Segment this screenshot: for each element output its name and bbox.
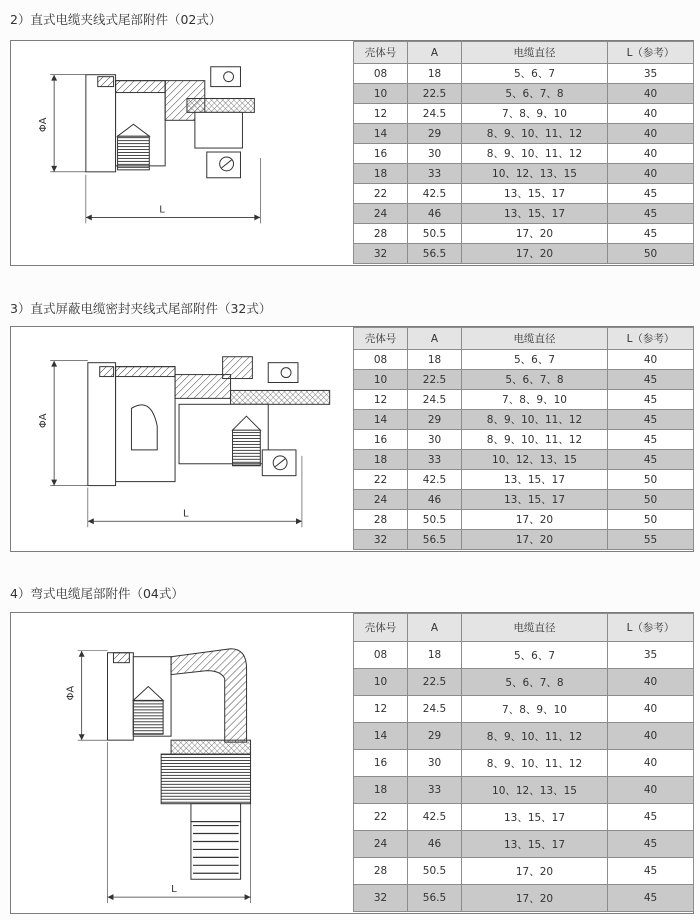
cell-cable: 5、6、7 — [462, 350, 608, 370]
l-label: L — [159, 204, 165, 216]
cell-l: 45 — [608, 184, 694, 204]
cell-l: 50 — [608, 470, 694, 490]
cell-cable: 17、20 — [462, 510, 608, 530]
column-header-a: A — [408, 614, 462, 642]
table-row — [354, 642, 694, 669]
spec-panel — [10, 612, 694, 914]
l-label: L — [182, 508, 189, 520]
cell-a: 50.5 — [408, 858, 462, 885]
cell-shell: 22 — [354, 470, 408, 490]
cell-cable: 8、9、10、11、12 — [462, 410, 608, 430]
cell-cable: 17、20 — [462, 224, 608, 244]
cell-cable: 13、15、17 — [462, 204, 608, 224]
table-row — [354, 244, 694, 264]
cell-cable: 5、6、7 — [462, 642, 608, 669]
cell-cable: 7、8、9、10 — [462, 104, 608, 124]
table-row — [354, 84, 694, 104]
cell-a: 42.5 — [408, 184, 462, 204]
cell-l: 45 — [608, 224, 694, 244]
table-row — [354, 530, 694, 550]
cell-shell: 18 — [354, 777, 408, 804]
cell-cable: 8、9、10、11、12 — [462, 723, 608, 750]
cell-shell: 12 — [354, 104, 408, 124]
column-header-l: L（参考） — [608, 42, 694, 64]
cell-l: 40 — [608, 350, 694, 370]
cell-shell: 18 — [354, 450, 408, 470]
cell-cable: 17、20 — [462, 244, 608, 264]
table-header-row — [354, 42, 694, 64]
cell-l: 40 — [608, 696, 694, 723]
cell-cable: 10、12、13、15 — [462, 164, 608, 184]
cell-l: 40 — [608, 104, 694, 124]
cell-shell: 16 — [354, 430, 408, 450]
table-row — [354, 224, 694, 244]
section-title: 2）直式电缆夹线式尾部附件（02式） — [10, 12, 222, 27]
cell-a: 22.5 — [408, 84, 462, 104]
cell-cable: 5、6、7 — [462, 64, 608, 84]
cell-shell: 18 — [354, 164, 408, 184]
table-row — [354, 64, 694, 84]
table-row — [354, 410, 694, 430]
connector-drawing — [11, 327, 353, 551]
cell-a: 22.5 — [408, 370, 462, 390]
cell-a: 56.5 — [408, 885, 462, 912]
cell-cable: 13、15、17 — [462, 831, 608, 858]
column-header-l: L（参考） — [608, 614, 694, 642]
cell-cable: 13、15、17 — [462, 490, 608, 510]
cell-a: 46 — [408, 204, 462, 224]
column-header-shell: 壳体号 — [354, 328, 408, 350]
cell-a: 30 — [408, 144, 462, 164]
cell-a: 24.5 — [408, 390, 462, 410]
section-title: 3）直式屏蔽电缆密封夹线式尾部附件（32式） — [10, 301, 272, 316]
cell-l: 40 — [608, 84, 694, 104]
cell-a: 33 — [408, 450, 462, 470]
table-row — [354, 510, 694, 530]
table-row — [354, 124, 694, 144]
cell-shell: 12 — [354, 390, 408, 410]
column-header-cable: 电缆直径 — [462, 42, 608, 64]
cell-cable: 5、6、7、8 — [462, 370, 608, 390]
cell-shell: 28 — [354, 858, 408, 885]
cell-a: 18 — [408, 642, 462, 669]
cell-l: 40 — [608, 777, 694, 804]
column-header-shell: 壳体号 — [354, 42, 408, 64]
cell-shell: 10 — [354, 669, 408, 696]
phi-a-label: ΦA — [65, 685, 77, 701]
cell-a: 22.5 — [408, 669, 462, 696]
cell-cable: 13、15、17 — [462, 184, 608, 204]
table-row — [354, 350, 694, 370]
cell-a: 24.5 — [408, 104, 462, 124]
cell-l: 40 — [608, 723, 694, 750]
cell-shell: 32 — [354, 885, 408, 912]
cell-l: 35 — [608, 642, 694, 669]
cell-cable: 5、6、7、8 — [462, 669, 608, 696]
cell-l: 45 — [608, 858, 694, 885]
cell-cable: 8、9、10、11、12 — [462, 124, 608, 144]
cell-shell: 32 — [354, 530, 408, 550]
cell-l: 40 — [608, 669, 694, 696]
cell-cable: 7、8、9、10 — [462, 390, 608, 410]
cell-a: 30 — [408, 430, 462, 450]
table-row — [354, 450, 694, 470]
cell-l: 40 — [608, 124, 694, 144]
cell-a: 33 — [408, 164, 462, 184]
table-row — [354, 184, 694, 204]
cell-l: 50 — [608, 490, 694, 510]
table-row — [354, 696, 694, 723]
spec-table — [353, 613, 694, 912]
cell-l: 55 — [608, 530, 694, 550]
cell-shell: 10 — [354, 370, 408, 390]
cell-cable: 13、15、17 — [462, 804, 608, 831]
cell-a: 24.5 — [408, 696, 462, 723]
cell-cable: 8、9、10、11、12 — [462, 430, 608, 450]
table-row — [354, 858, 694, 885]
cell-a: 29 — [408, 410, 462, 430]
table-row — [354, 470, 694, 490]
column-header-shell: 壳体号 — [354, 614, 408, 642]
cell-a: 33 — [408, 777, 462, 804]
cell-shell: 32 — [354, 244, 408, 264]
table-row — [354, 723, 694, 750]
cell-shell: 10 — [354, 84, 408, 104]
table-row — [354, 885, 694, 912]
table-row — [354, 430, 694, 450]
cell-shell: 14 — [354, 124, 408, 144]
table-header-row — [354, 328, 694, 350]
cell-a: 42.5 — [408, 470, 462, 490]
cell-l: 45 — [608, 831, 694, 858]
cell-l: 45 — [608, 204, 694, 224]
cell-l: 45 — [608, 390, 694, 410]
cell-l: 45 — [608, 410, 694, 430]
cell-shell: 24 — [354, 490, 408, 510]
table-row — [354, 144, 694, 164]
cell-l: 45 — [608, 370, 694, 390]
table-row — [354, 164, 694, 184]
table-row — [354, 104, 694, 124]
table-row — [354, 669, 694, 696]
cell-a: 50.5 — [408, 224, 462, 244]
cell-a: 30 — [408, 750, 462, 777]
table-header-row — [354, 614, 694, 642]
cell-a: 29 — [408, 124, 462, 144]
cell-cable: 17、20 — [462, 858, 608, 885]
spec-panel — [10, 326, 694, 552]
phi-a-label: ΦA — [38, 117, 50, 133]
connector-drawing — [11, 613, 353, 913]
table-row — [354, 390, 694, 410]
cell-shell: 08 — [354, 642, 408, 669]
cell-l: 40 — [608, 164, 694, 184]
cell-cable: 5、6、7、8 — [462, 84, 608, 104]
table-row — [354, 777, 694, 804]
cell-shell: 12 — [354, 696, 408, 723]
cell-cable: 8、9、10、11、12 — [462, 144, 608, 164]
cell-shell: 28 — [354, 224, 408, 244]
table-row — [354, 370, 694, 390]
cell-shell: 22 — [354, 804, 408, 831]
phi-a-label: ΦA — [38, 413, 50, 429]
cell-l: 40 — [608, 750, 694, 777]
table-row — [354, 204, 694, 224]
column-header-a: A — [408, 328, 462, 350]
table-row — [354, 831, 694, 858]
table-row — [354, 490, 694, 510]
cell-l: 35 — [608, 64, 694, 84]
table-row — [354, 750, 694, 777]
section-title: 4）弯式电缆尾部附件（04式） — [10, 586, 184, 601]
cell-a: 29 — [408, 723, 462, 750]
spec-table — [353, 41, 694, 264]
cell-l: 45 — [608, 450, 694, 470]
cell-cable: 8、9、10、11、12 — [462, 750, 608, 777]
cell-l: 45 — [608, 885, 694, 912]
cell-l: 50 — [608, 244, 694, 264]
connector-drawing — [11, 41, 353, 265]
cell-shell: 16 — [354, 750, 408, 777]
table-row — [354, 804, 694, 831]
cell-shell: 08 — [354, 350, 408, 370]
l-label: L — [171, 884, 177, 896]
cell-a: 56.5 — [408, 530, 462, 550]
cell-shell: 24 — [354, 204, 408, 224]
spec-table — [353, 327, 694, 550]
cell-l: 50 — [608, 510, 694, 530]
cell-shell: 14 — [354, 723, 408, 750]
cell-cable: 17、20 — [462, 530, 608, 550]
column-header-cable: 电缆直径 — [462, 614, 608, 642]
cell-a: 50.5 — [408, 510, 462, 530]
cell-a: 18 — [408, 350, 462, 370]
cell-l: 40 — [608, 144, 694, 164]
cell-shell: 28 — [354, 510, 408, 530]
column-header-l: L（参考） — [608, 328, 694, 350]
cell-a: 42.5 — [408, 804, 462, 831]
cell-shell: 14 — [354, 410, 408, 430]
cell-a: 18 — [408, 64, 462, 84]
cell-cable: 10、12、13、15 — [462, 450, 608, 470]
cell-a: 56.5 — [408, 244, 462, 264]
spec-panel — [10, 40, 694, 266]
cell-cable: 7、8、9、10 — [462, 696, 608, 723]
cell-cable: 13、15、17 — [462, 470, 608, 490]
cell-l: 45 — [608, 804, 694, 831]
cell-l: 45 — [608, 430, 694, 450]
cell-shell: 24 — [354, 831, 408, 858]
column-header-a: A — [408, 42, 462, 64]
column-header-cable: 电缆直径 — [462, 328, 608, 350]
cell-shell: 16 — [354, 144, 408, 164]
cell-cable: 17、20 — [462, 885, 608, 912]
cell-shell: 22 — [354, 184, 408, 204]
cell-a: 46 — [408, 490, 462, 510]
cell-shell: 08 — [354, 64, 408, 84]
cell-a: 46 — [408, 831, 462, 858]
cell-cable: 10、12、13、15 — [462, 777, 608, 804]
